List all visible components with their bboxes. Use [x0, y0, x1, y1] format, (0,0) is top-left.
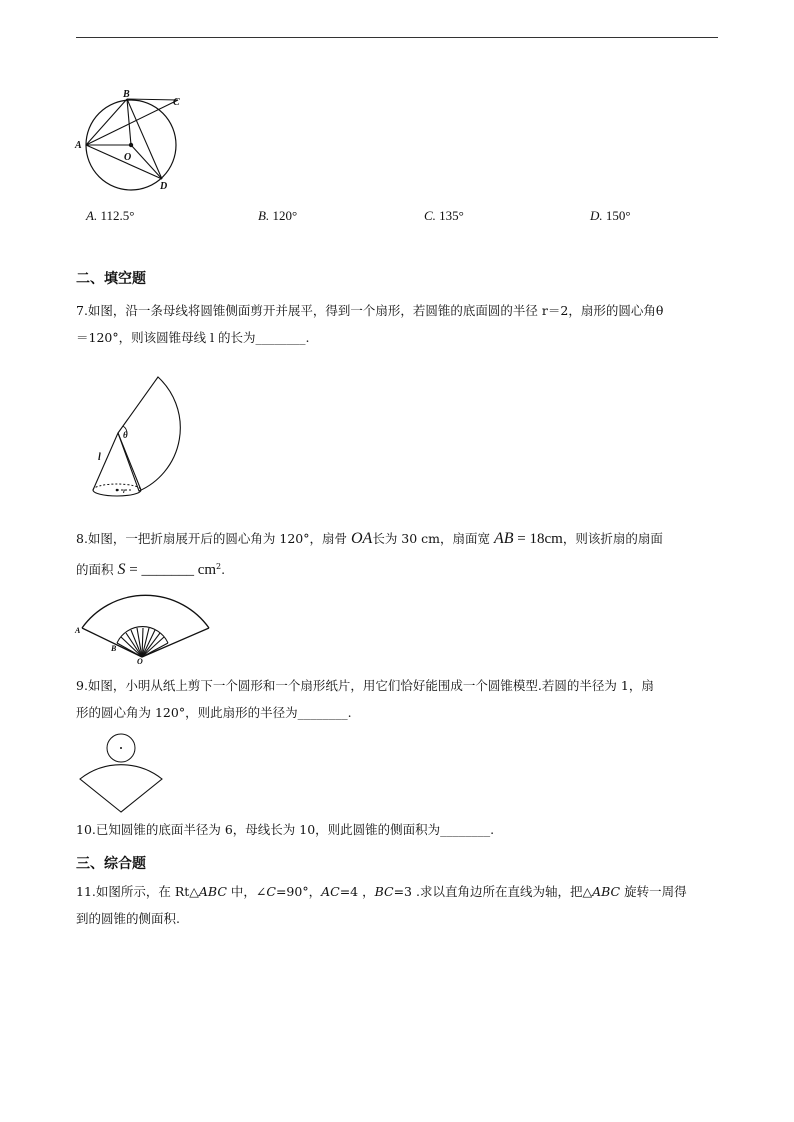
- label-a: A: [75, 626, 81, 635]
- section-heading-fill: 二、填空题: [76, 271, 146, 287]
- question-7-line-1: 7.如图，沿一条母线将圆锥侧面剪开并展平，得到一个扇形，若圆锥的底面圆的半径 r＝2，扇形的圆心角θ: [76, 303, 664, 318]
- header-rule: [76, 37, 718, 38]
- choice-c: C. 135°: [424, 208, 464, 223]
- question-9-line-1: 9.如图，小明从纸上剪下一个圆形和一个扇形纸片，用它们恰好能围成一个圆锥模型.若圆的半径为 1，扇: [76, 678, 654, 693]
- label-d: D: [160, 181, 168, 192]
- choice-d: D. 150°: [590, 208, 631, 223]
- label-b: B: [111, 644, 117, 653]
- question-7: [76, 297, 718, 351]
- question-11: [76, 878, 718, 932]
- question-10-line-1: 10.已知圆锥的底面半径为 6，母线长为 10，则此圆锥的侧面积为________.: [76, 822, 495, 837]
- label-l: l: [98, 452, 101, 463]
- cone-sector-figure: [85, 370, 200, 505]
- question-8-line-2: 的面积 S = _______ $cm^2$.: [76, 561, 226, 579]
- label-o: O: [124, 152, 132, 163]
- label-o: O: [137, 657, 143, 666]
- question-11-line-1: 11.如图所示，在 Rt△ABC 中，∠C=90°，AC=4 ，BC=3 .求以直角边所在直线为轴，把△ABC 旋转一周得: [76, 884, 687, 899]
- question-9-line-2: 形的圆心角为 120°，则此扇形的半径为________.: [76, 705, 352, 720]
- question-9: [76, 672, 718, 726]
- label-c: C: [173, 97, 180, 108]
- label-b: B: [123, 89, 130, 100]
- label-a: A: [75, 140, 82, 151]
- circle-chord-figure: [72, 85, 202, 195]
- question-11-line-2: 到的圆锥的侧面积.: [76, 911, 180, 926]
- circle-sector-figure: [76, 734, 171, 814]
- question-7-line-2: ＝120°，则该圆锥母线 l 的长为________.: [76, 330, 310, 345]
- question-10: [76, 816, 718, 843]
- label-theta: θ: [123, 430, 128, 440]
- folding-fan-figure: [74, 593, 219, 665]
- question-8-line-1: 8.如图，一把折扇展开后的圆心角为 120°，扇骨 OA长为 30 cm，扇面宽 AB = 18cm，则该折扇的扇面: [76, 530, 663, 547]
- question-8: [76, 525, 718, 584]
- label-r: r: [123, 487, 126, 495]
- answer-choices: [0, 208, 794, 228]
- choice-b: B. 120°: [258, 208, 298, 223]
- section-heading-comprehensive: 三、综合题: [76, 856, 146, 872]
- choice-a: A. 112.5°: [86, 208, 135, 223]
